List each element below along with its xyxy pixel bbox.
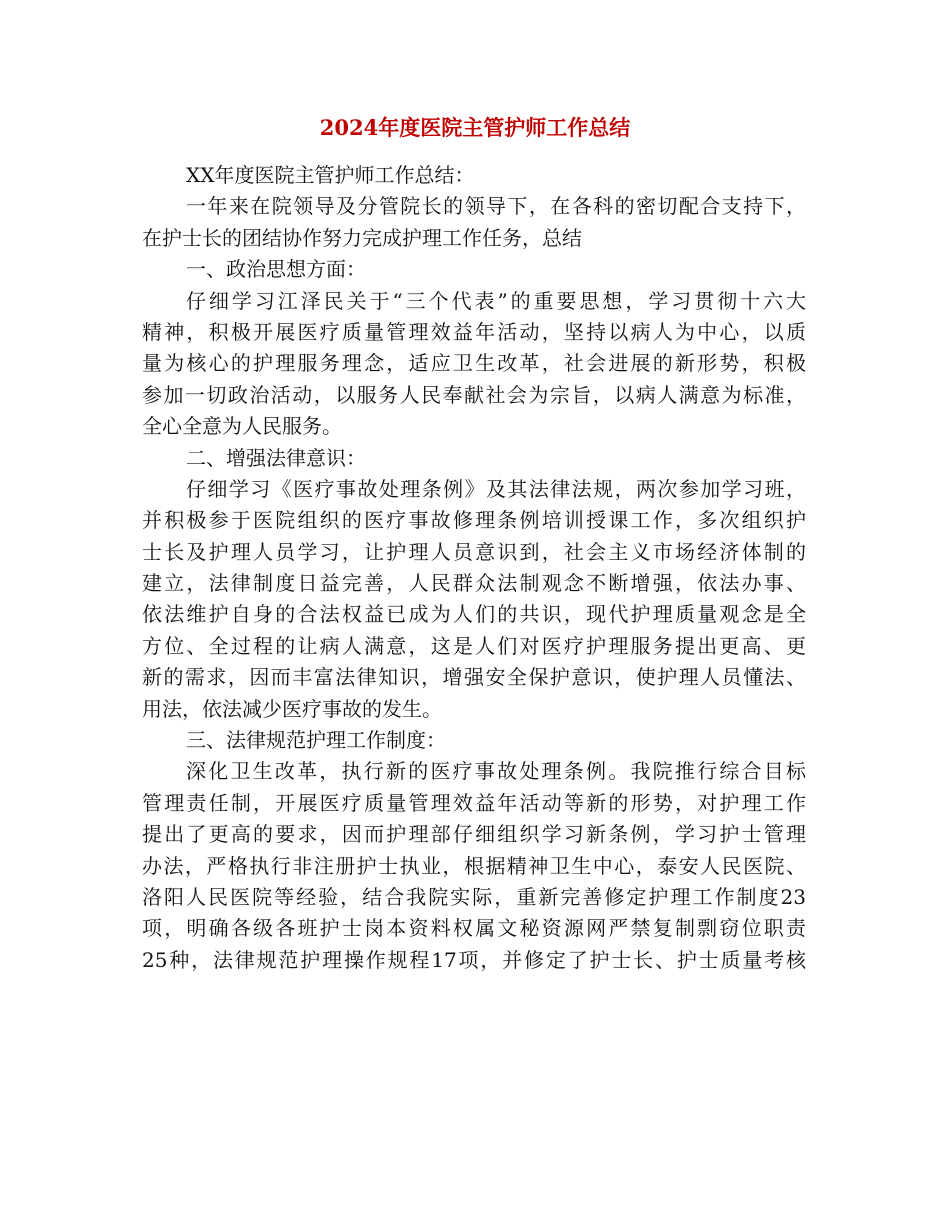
- text-line: 依法维护自身的合法权益已成为人们的共识，现代护理质量观念是全: [142, 602, 806, 627]
- text-line: 一年来在院领导及分管院长的领导下，在各科的密切配合支持下，: [186, 194, 806, 219]
- document-body: [142, 160, 806, 976]
- text-line: 仔细学习《医疗事故处理条例》及其法律法规，两次参加学习班，: [186, 476, 806, 501]
- text-line: 精神，积极开展医疗质量管理效益年活动，坚持以病人为中心，以质: [142, 319, 806, 344]
- text-line: 项，明确各级各班护士岗本资料权属文秘资源网严禁复制剽窃位职责: [142, 916, 806, 941]
- text-line: 新的需求，因而丰富法律知识，增强安全保护意识，使护理人员懂法、: [142, 665, 806, 690]
- text-line: 深化卫生改革，执行新的医疗事故处理条例。我院推行综合目标: [186, 759, 806, 784]
- section-heading: 三、法律规范护理工作制度：: [186, 728, 446, 753]
- text-line: 量为核心的护理服务理念，适应卫生改革，社会进展的新形势，积极: [142, 351, 806, 376]
- text-line: 参加一切政治活动，以服务人民奉献社会为宗旨，以病人满意为标准，: [142, 382, 806, 407]
- text-line: 仔细学习江泽民关于“三个代表”的重要思想，学习贯彻十六大: [186, 288, 806, 313]
- section-heading: 一、政治思想方面：: [186, 257, 366, 282]
- text-line: 提出了更高的要求，因而护理部仔细组织学习新条例，学习护士管理: [142, 822, 806, 847]
- text-line: XX年度医院主管护师工作总结：: [186, 163, 475, 187]
- text-line: 25种，法律规范护理操作规程17项，并修定了护士长、护士质量考核: [142, 947, 806, 972]
- text-line: 建立，法律制度日益完善，人民群众法制观念不断增强，依法办事、: [142, 571, 806, 596]
- text-line: 办法，严格执行非注册护士执业，根据精神卫生中心，泰安人民医院、: [142, 853, 806, 878]
- text-line: 士长及护理人员学习，让护理人员意识到，社会主义市场经济体制的: [142, 539, 806, 564]
- section-heading: 二、增强法律意识：: [186, 445, 366, 470]
- text-line: 并积极参于医院组织的医疗事故修理条例培训授课工作，多次组织护: [142, 508, 806, 533]
- text-line: 方位、全过程的让病人满意，这是人们对医疗护理服务提出更高、更: [142, 633, 806, 658]
- text-line: 在护士长的团结协作努力完成护理工作任务，总结: [142, 225, 582, 250]
- text-line: 全心全意为人民服务。: [142, 414, 342, 439]
- text-line: 洛阳人民医院等经验，结合我院实际，重新完善修定护理工作制度23: [142, 884, 806, 909]
- document-title: 2024年度医院主管护师工作总结: [319, 115, 631, 140]
- text-line: 用法，依法减少医疗事故的发生。: [142, 696, 442, 721]
- text-line: 管理责任制，开展医疗质量管理效益年活动等新的形势，对护理工作: [142, 790, 806, 815]
